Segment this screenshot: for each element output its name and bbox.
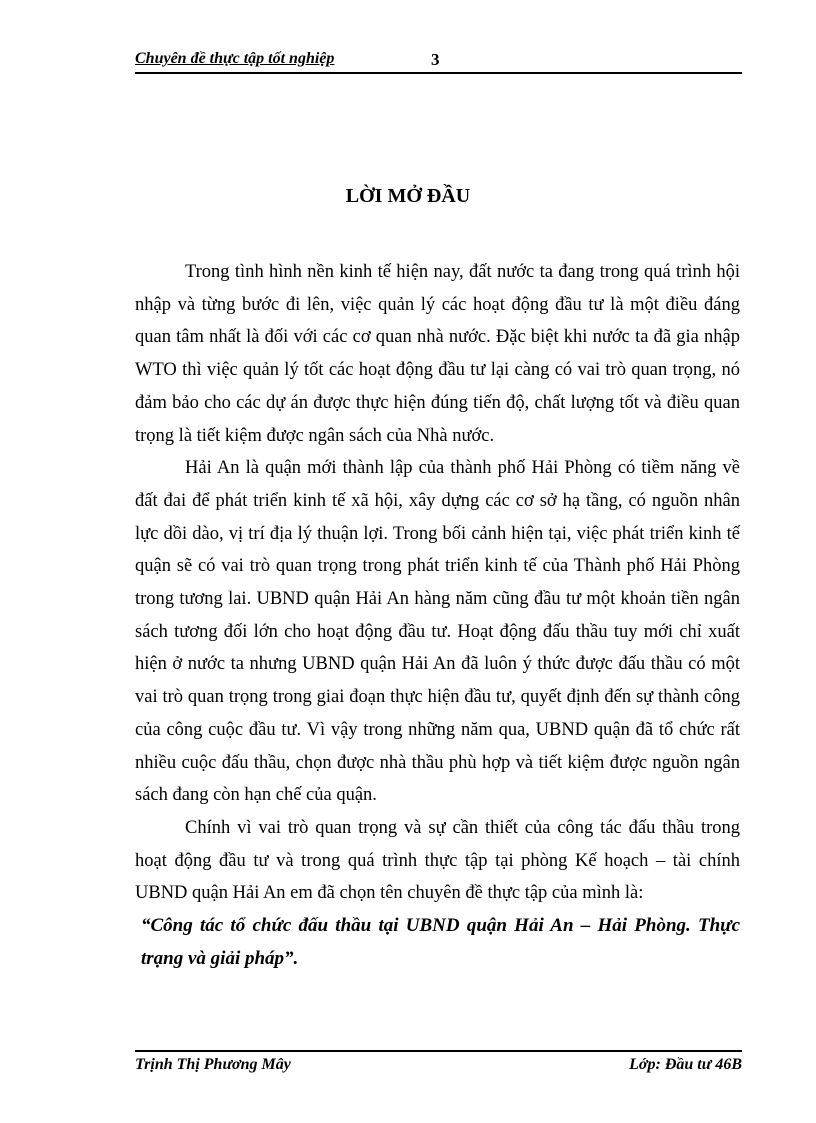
page-footer	[135, 1050, 742, 1078]
page-title: LỜI MỞ ĐẦU	[345, 185, 471, 207]
topic-title: “Công tác tổ chức đấu thầu tại UBND quận Hải An – Hải Phòng. Thực trạng và giải pháp”.	[141, 915, 740, 969]
footer-author: Trịnh Thị Phương Mây	[135, 1056, 291, 1073]
page-header	[135, 48, 742, 74]
footer-class: Lớp: Đầu tư 46B	[629, 1056, 742, 1073]
page-number: 3	[431, 50, 440, 69]
paragraph-intro: Trong tình hình nền kinh tế hiện nay, đất nước ta đang trong quá trình hội nhập và từng bước đi lên, việc quản lý các hoạt động đầu tư là một điều đáng quan tâm nhất là đối với các cơ quan nhà nước. Đặc biệt khi nước ta đã gia nhập WTO thì việc quản lý tốt các hoạt động đầu tư lại càng có vai trò quan trọng, nó đảm bảo cho các dự án được thực hiện đúng tiến độ, chất lượng tốt và điều quan trọng là tiết kiệm được ngân sách của Nhà nước.	[135, 262, 740, 446]
header-title: Chuyên đề thực tập tốt nghiệp	[135, 50, 335, 67]
paragraph-hai-an: Hải An là quận mới thành lập của thành phố Hải Phòng có tiềm năng về đất đai để phát triển kinh tế xã hội, xây dựng các cơ sở hạ tầng, có nguồn nhân lực dồi dào, vị trí địa lý thuận lợi. Trong bối cảnh hiện tại, việc phát triển kinh tế quận sẽ có vai trò quan trọng trong phát triển kinh tế của Thành phố Hải Phòng trong tương lai. UBND quận Hải An hàng năm cũng đầu tư một khoản tiền ngân sách tương đối lớn cho hoạt động đầu tư. Hoạt động đấu thầu tuy mới chỉ xuất hiện ở nước ta nhưng UBND quận Hải An đã luôn ý thức được đấu thầu có một vai trò quan trọng trong giai đoạn thực hiện đầu tư, quyết định đến sự thành công của công cuộc đầu tư. Vì vậy trong những năm qua, UBND quận đã tổ chức rất nhiều cuộc đấu thầu, chọn được nhà thầu phù hợp và tiết kiệm được nguồn ngân sách đang còn hạn chế của quận.	[135, 458, 740, 806]
document-body	[135, 256, 740, 975]
paragraph-reason: Chính vì vai trò quan trọng và sự cần thiết của công tác đấu thầu trong hoạt động đầu tư và trong quá trình thực tập tại phòng Kế hoạch – tài chính UBND quận Hải An em đã chọn tên chuyên đề thực tập của mình là:	[135, 817, 740, 904]
